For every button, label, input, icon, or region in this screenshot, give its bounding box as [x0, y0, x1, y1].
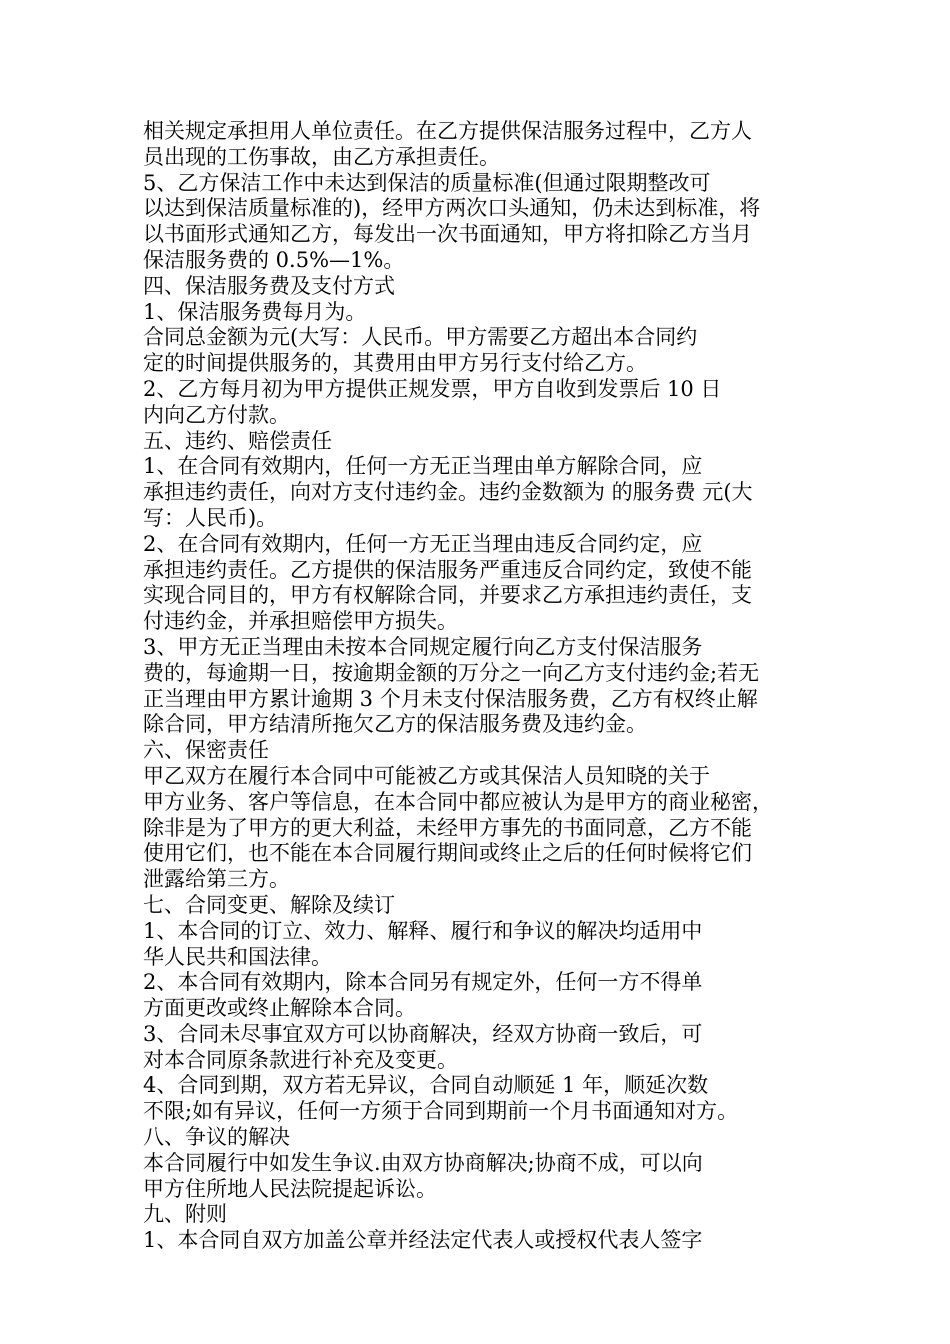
- text-line: 承担违约责任。乙方提供的保洁服务严重违反合同约定，致使不能: [143, 557, 752, 582]
- text-line: 甲方住所地人民法院提起诉讼。: [143, 1176, 437, 1201]
- clause-9-1: 1、本合同自双方加盖公章并经法定代表人或授权代表人签字: [143, 1228, 703, 1253]
- text-line: 方面更改或终止解除本合同。: [143, 996, 416, 1021]
- clause-7-4: 4、合同到期，双方若无异议，合同自动顺延 1 年，顺延次数: [143, 1073, 709, 1098]
- clause-7-1: 1、本合同的订立、效力、解释、履行和争议的解决均适用中: [143, 918, 703, 943]
- text-line: 泄露给第三方。: [143, 867, 290, 892]
- text-line: 相关规定承担用人单位责任。在乙方提供保洁服务过程中，乙方人: [143, 119, 752, 143]
- section-heading-5: 五、违约、赔偿责任: [143, 428, 332, 453]
- clause-4-2: 2、乙方每月初为甲方提供正规发票，甲方自收到发票后 10 日: [143, 376, 722, 401]
- text-line: 写：人民币)。: [143, 505, 278, 530]
- clause-4-1: 1、保洁服务费每月为。: [143, 299, 367, 324]
- text-line: 甲方业务、客户等信息，在本合同中都应被认为是甲方的商业秘密，: [143, 789, 773, 814]
- section-heading-8: 八、争议的解决: [143, 1125, 290, 1150]
- clause-7-2: 2、本合同有效期内，除本合同另有规定外，任何一方不得单: [143, 970, 703, 995]
- section-heading-7: 七、合同变更、解除及续订: [143, 892, 395, 917]
- clause-4-5: 5、乙方保洁工作中未达到保洁的质量标准(但通过限期整改可: [143, 170, 711, 195]
- clause-5-1: 1、在合同有效期内，任何一方无正当理由单方解除合同，应: [143, 454, 703, 479]
- text-line: 除非是为了甲方的更大利益，未经甲方事先的书面同意，乙方不能: [143, 815, 752, 840]
- text-line: 承担违约责任，向对方支付违约金。违约金数额为 的服务费 元(大: [143, 480, 753, 505]
- text-line: 以达到保洁质量标准的)，经甲方两次口头通知，仍未达到标准，将: [143, 196, 761, 221]
- clause-5-2: 2、在合同有效期内，任何一方无正当理由违反合同约定，应: [143, 531, 703, 556]
- text-line: 除合同，甲方结清所拖欠乙方的保洁服务费及违约金。: [143, 712, 647, 737]
- contract-body: [143, 119, 823, 1254]
- section-heading-4: 四、保洁服务费及支付方式: [143, 273, 395, 298]
- text-line: 不限;如有异议，任何一方须于合同到期前一个月书面通知对方。: [143, 1099, 739, 1124]
- text-line: 付违约金，并承担赔偿甲方损失。: [143, 609, 458, 634]
- text-line: 合同总金额为元(大写：人民币。甲方需要乙方超出本合同约: [143, 325, 698, 350]
- text-line: 使用它们，也不能在本合同履行期间或终止之后的任何时候将它们: [143, 841, 752, 866]
- text-line: 员出现的工伤事故，由乙方承担责任。: [143, 144, 500, 169]
- text-line: 定的时间提供服务的，其费用由甲方另行支付给乙方。: [143, 351, 647, 376]
- clause-8-text: 本合同履行中如发生争议.由双方协商解决;协商不成，可以向: [143, 1150, 703, 1175]
- text-line: 实现合同目的，甲方有权解除合同，并要求乙方承担违约责任，支: [143, 583, 752, 608]
- text-line: 以书面形式通知乙方，每发出一次书面通知，甲方将扣除乙方当月: [143, 222, 752, 247]
- text-line: 费的，每逾期一日，按逾期金额的万分之一向乙方支付违约金;若无: [143, 660, 760, 685]
- text-line: 保洁服务费的 0.5%—1%。: [143, 247, 405, 272]
- clause-7-3: 3、合同未尽事宜双方可以协商解决，经双方协商一致后，可: [143, 1021, 703, 1046]
- clause-5-3: 3、甲方无正当理由未按本合同规定履行向乙方支付保洁服务: [143, 634, 703, 659]
- text-line: 正当理由甲方累计逾期 3 个月未支付保洁服务费，乙方有权终止解: [143, 686, 758, 711]
- text-line: 内向乙方付款。: [143, 402, 290, 427]
- text-line: 华人民共和国法律。: [143, 944, 332, 969]
- clause-6-text: 甲乙双方在履行本合同中可能被乙方或其保洁人员知晓的关于: [143, 763, 710, 788]
- text-line: 对本合同原条款进行补充及变更。: [143, 1047, 458, 1072]
- section-heading-9: 九、附则: [143, 1202, 227, 1227]
- section-heading-6: 六、保密责任: [143, 738, 269, 763]
